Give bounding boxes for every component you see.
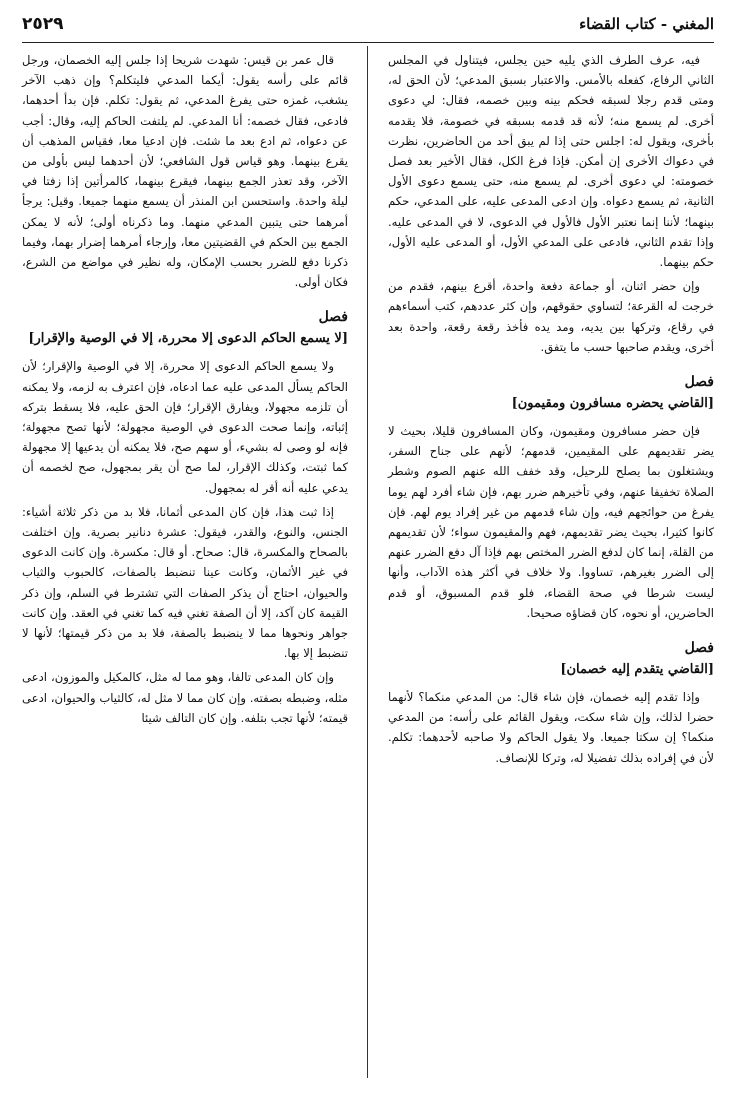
- section-label: فصل: [684, 640, 714, 657]
- paragraph: ولا يسمع الحاكم الدعوى إلا محررة، إلا في الوصية والإقرار؛ لأن الحاكم يسأل المدعى عليه عما ادعاه، فإن اعترف به لزمه، ولا يمكنه أن تلزمه مجهولا، ويفارق الإقرار؛ فإن الحق عليه، فلا يسقط بتركه إثباته، وإنما صحت الدعوى في الوصية مجهولة؛ لأنها تصح مجهولة؛ فإنه لو وصى له بشيء، أو سهم صح، فلا يمكنه أن يدعيها إلا مجهولة كما ثبتت، وكذلك الإقرار، لما صح أن يقر بمجهول، صح لخصمه أن يدعي عليه أنه أقر له بمجهول.: [22, 359, 348, 495]
- paragraph: إذا ثبت هذا، فإن كان المدعى أثمانا، فلا بد من ذكر ثلاثة أشياء: الجنس، والنوع، والقدر، فيقول: عشرة دنانير بصرية. وإن اختلفت بالصحاح والمكسرة، قال: صحاح. أو قال: مكسرة. وإن كانت الدعوى في غير الأثمان، وكانت عينا تنضبط بالصفات، كالحبوب والثياب والحيوان، احتاج أن يذكر الصفات التي تشترط في السلم، وإن ذكر القيمة كان آكد، إلا أن الصفة تغني فيه كما تغني في العقد. وإن كانت جواهر ونحوها مما لا ينضبط بالصفة، فلا بد من ذكر قيمتها؛ لأنها لا تنضبط إلا بها.: [22, 504, 348, 661]
- paragraph: وإن حضر اثنان، أو جماعة دفعة واحدة، أقرع بينهم، فقدم من خرجت له القرعة؛ لتساوي حقوقهم، وإن كثر عددهم، كتب أسماءهم في رقاع، وتركها بين يديه، ومد يده فأخذ رقعة رقعة، واحدة بعد أخرى، ويقدم صاحبها حسب ما يتفق.: [388, 279, 714, 354]
- page-number: ٢٥٢٩: [22, 14, 64, 34]
- section-heading: [388, 371, 714, 415]
- column-divider: [367, 46, 368, 1078]
- section-title: [القاضي يتقدم إليه خصمان]: [560, 662, 714, 678]
- page-header: [22, 10, 714, 38]
- section-title: [لا يسمع الحاكم الدعوى إلا محررة، إلا في الوصية والإقرار]: [28, 331, 348, 347]
- paragraph: فيه، عرف الطرف الذي يليه حين يجلس، فيتناول في المجلس الثاني الرفاع، كفعله بالأمس. والاعتبار بسبق المدعي؛ لأن الحق له، ومتى قدم رجلا لسبقه فحكم بينه وبين خصمه، فقال: لي دعوى أخرى. لم يسمع منه؛ لأنه قد قدمه بسبقه في خصومة، فلا يقدمه بأخرى، ويقول له: اجلس حتى إذا لم يبق أحد من الحاضرين، نظرت في دعواك الأخرى إن أمكن. فإذا فرغ الكل، فقال الأخير بعد فصل خصومته: لي دعوى أخرى. لم يسمع منه، حتى يسمع دعوى الأول الثانية، ثم يسمع دعواه. وإن ادعى المدعى عليه، على المدعي، حكم بينهما؛ لأننا إنما نعتبر الأول فالأول في الدعوى، لا في المدعى عليه. وإذا تقدم الثاني، فادعى على المدعي الأول، أو المدعى عليه الأول، حكم بينهما.: [388, 53, 714, 270]
- section-heading: [388, 637, 714, 681]
- section-heading: [22, 306, 348, 350]
- header-rule: [22, 42, 714, 43]
- paragraph: قال عمر بن قيس: شهدت شريحا إذا جلس إليه الخصمان، ورجل قائم على رأسه يقول: أيكما المدعي فليتكلم؟ وإن ذهب الآخر يشغب، غمزه حتى يفرغ المدعي، ثم يقول: تكلم. فإن بدأ أحدهما، فادعى، فقال خصمه: أنا المدعي. لم يلتفت الحاكم إليه، وقال: أجب عن دعواه، ثم ادع بعد ما شئت. فإن ادعيا معا، فقياس المذهب أن يقرع بينهما. وهو قياس قول الشافعي؛ لأن أحدهما ليس بأولى من الآخر، وقد تعذر الجمع بينهما، فيقرع بينهما، كالمرأتين إذا زفتا في ليلة واحدة. واستحسن ابن المنذر أن يسمع منهما جميعا. وقيل: يرجأ أمرهما حتى يتبين المدعي منهما. وما ذكرناه أولى؛ لأنه لا يمكن الجمع بين الحكم في القضيتين معا، وإرجاء أمرهما إضرار بهما، وفيما ذكرنا دفع للضرر بحسب الإمكان، وله نظير في مواضع من الشرع، فكان أولى.: [22, 53, 348, 290]
- paragraph: وإذا تقدم إليه خصمان، فإن شاء قال: من المدعي منكما؟ لأنهما حضرا لذلك، وإن شاء سكت، ويقول القائم على رأسه: من المدعي منكما؟ إن سكتا جميعا. ولا يقول الحاكم ولا صاحبه لأحدهما: تكلم. لأن في إفراده بذلك تفضيلا له، وتركا للإنصاف.: [388, 690, 714, 765]
- running-title: المغني - كتاب القضاء: [579, 15, 714, 33]
- section-label: فصل: [684, 374, 714, 391]
- left-column: [22, 50, 348, 732]
- right-column: [388, 50, 714, 772]
- paragraph: وإن كان المدعى تالفا، وهو مما له مثل، كالمكيل والموزون، ادعى مثله، وضبطه بصفته. وإن كان مما لا مثل له، كالثياب والحيوان، ادعى قيمته؛ لأنها تجب بتلفه. وإن كان التالف شيئا: [22, 670, 348, 725]
- section-title: [القاضي يحضره مسافرون ومقيمون]: [511, 396, 714, 412]
- section-label: فصل: [318, 309, 348, 326]
- paragraph: فإن حضر مسافرون ومقيمون، وكان المسافرون قليلا، بحيث لا يضر تقديمهم على المقيمين، قدمهم؛ لأنهم على جناح السفر، ويشتغلون بما يصلح للرحيل، وقد خفف الله عنهم الصوم وشطر الصلاة تخفيفا عنهم، وفي تأخيرهم ضرر بهم، فإن شاء أفرد لهم يوما يفرغ من حوائجهم فيه، وإن شاء قدمهم من غير إفراد يوم لهم. فإن كانوا كثيرا، بحيث يضر تقديمهم، فهم والمقيمون سواء؛ لأن تقديمهم من القلة، إنما كان لدفع الضرر المختص بهم فإذا آل دفع الضرر عنهم إلى الضرر بغيرهم، تساووا. ولا خلاف في أكثر هذه الآداب، وأنها ليست شرطا في صحة القضاء، فلو قدم المسبوق، أو قدم الحاضرين، أو نحوه، كان قضاؤه صحيحا.: [388, 424, 714, 620]
